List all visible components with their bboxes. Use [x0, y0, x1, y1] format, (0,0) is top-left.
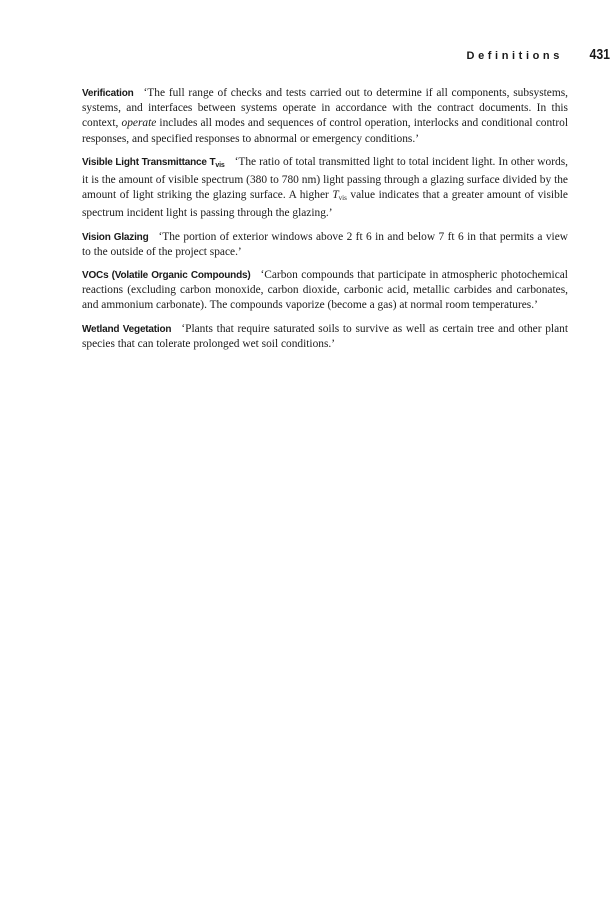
- definition-entry-vocs: [82, 268, 568, 314]
- definition-entry-verification: [82, 86, 568, 147]
- term-verification: Verification: [82, 88, 134, 99]
- running-header: [467, 46, 610, 66]
- definition-text: includes all modes and sequences of control operation, interlocks and conditional control responses, and specified responses to abnormal or emergency conditions.’: [82, 117, 568, 145]
- definitions-list: [82, 86, 568, 360]
- term-text: Visible Light Transmittance T: [82, 156, 216, 168]
- definition-entry-wetland-vegetation: [82, 322, 568, 352]
- definition-entry-visible-light-transmittance: [82, 155, 568, 222]
- term-visible-light-transmittance: [82, 157, 225, 168]
- definition-text: ‘Carbon compounds that participate in atmospheric photochemical reactions (excluding carbon monoxide, carbon dioxide, carbonic acid, metallic carbides and carbonates, and ammonium carbonate). The compounds vaporize (become a gas) at normal room temperatures.’: [82, 269, 568, 312]
- section-title: Definitions: [466, 50, 563, 62]
- definition-text: value indicates that a greater amount of visible spectrum incident light is passing through the glazing.’: [82, 189, 568, 220]
- term-vocs: VOCs (Volatile Organic Compounds): [82, 270, 251, 282]
- definition-text: ‘Plants that require saturated soils to survive as well as certain tree and other plant species that can tolerate prolonged wet soil conditions.’: [82, 322, 568, 350]
- term-subscript: vis: [215, 161, 225, 169]
- emphasis-text: operate: [121, 117, 157, 130]
- definition-entry-vision-glazing: [82, 230, 568, 260]
- definition-text: ‘The portion of exterior windows above 2 ft 6 in and below 7 ft 6 in that permits a view to the outside of the project space.’: [82, 230, 568, 258]
- definition-text: ‘The ratio of total transmitted light to total incident light. In other words, it is the amount of visible spectrum (380 to 780 nm) light passing through a glazing surface divided by the amount of light striking the glazing surface. A higher: [82, 155, 568, 202]
- symbol-t: T: [332, 189, 339, 202]
- term-wetland-vegetation: Wetland Vegetation: [82, 323, 172, 335]
- symbol-subscript: vis: [338, 194, 347, 203]
- page-number: 431: [589, 46, 610, 63]
- definition-text: ‘The full range of checks and tests carried out to determine if all components, subsystems, systems, and interfaces between systems operate in accordance with the contract documents. In this context,: [82, 87, 568, 130]
- term-vision-glazing: Vision Glazing: [82, 231, 149, 243]
